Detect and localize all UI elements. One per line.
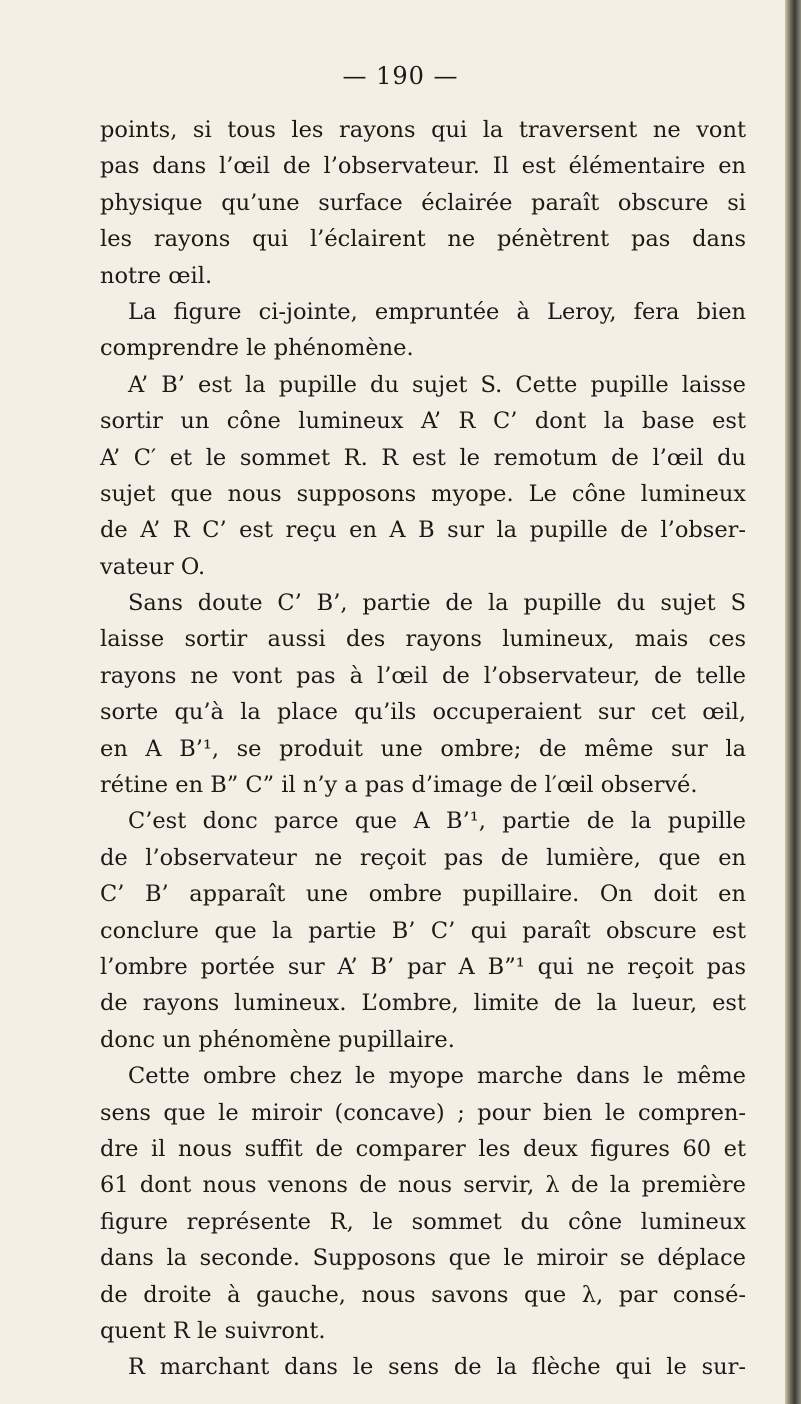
text-line: La figure ci-jointe, empruntée à Leroy, fera bien: [128, 298, 746, 325]
text-line: de rayons lumineux. L’ombre, limite de la lueur, est: [100, 990, 746, 1017]
text-line: conclure que la partie B’ C’ qui paraît obscure est: [100, 917, 746, 944]
text-line: Sans doute C’ B’, partie de la pupille du sujet S: [128, 590, 746, 617]
page-binding-edge: [785, 0, 801, 1404]
text-line: figure représente R, le sommet du cône lumineux: [100, 1208, 746, 1235]
text-line: A’ B’ est la pupille du sujet S. Cette pupille laisse: [128, 371, 746, 398]
text-line: les rayons qui l’éclairent ne pénètrent pas dans: [100, 226, 746, 253]
text-line: rétine en B” C” il n’y a pas d’image de l′œil observé.: [100, 772, 698, 799]
text-line: pas dans l’œil de l’observateur. Il est élémentaire en: [100, 153, 746, 180]
text-line: R marchant dans le sens de la flèche qui le sur-: [128, 1354, 746, 1381]
text-line: de droite à gauche, nous savons que λ, par consé-: [100, 1281, 746, 1308]
text-line: dans la seconde. Supposons que le miroir se déplace: [100, 1245, 746, 1272]
text-line: Cette ombre chez le myope marche dans le même: [128, 1063, 746, 1090]
text-line: C’ B’ apparaît une ombre pupillaire. On doit en: [100, 881, 746, 908]
text-line: sortir un cône lumineux A’ R C’ dont la base est: [100, 408, 746, 435]
text-line: notre œil.: [100, 262, 213, 289]
text-line: physique qu’une surface éclairée paraît obscure si: [100, 189, 746, 216]
text-line: de l’observateur ne reçoit pas de lumière, que en: [100, 844, 746, 871]
page-number: — 190 —: [342, 62, 459, 90]
text-line: de A’ R C’ est reçu en A B sur la pupille de l’obser-: [100, 517, 746, 544]
body-text: [100, 112, 746, 1386]
text-line: quent R le suivront.: [100, 1317, 326, 1344]
text-line: C’est donc parce que A B’¹, partie de la pupille: [128, 808, 746, 835]
text-line: points, si tous les rayons qui la traversent ne vont: [100, 117, 746, 143]
text-line: 61 dont nous venons de nous servir, λ de la première: [100, 1172, 746, 1199]
text-line: en A B’¹, se produit une ombre; de même sur la: [100, 735, 746, 762]
text-line: dre il nous suffit de comparer les deux figures 60 et: [100, 1135, 746, 1162]
text-line: sujet que nous supposons myope. Le cône lumineux: [100, 480, 746, 507]
text-line: vateur O.: [100, 553, 206, 580]
text-line: A’ C′ et le sommet R. R est le remotum de l’œil du: [100, 444, 746, 471]
text-line: rayons ne vont pas à l’œil de l’observateur, de telle: [100, 662, 746, 689]
text-line: donc un phénomène pupillaire.: [100, 1026, 455, 1053]
text-line: sens que le miroir (concave) ; pour bien le compren-: [100, 1099, 746, 1126]
text-line: l’ombre portée sur A’ B’ par A B”¹ qui ne reçoit pas: [100, 953, 746, 980]
text-line: comprendre le phénomène.: [100, 335, 414, 362]
text-line: sorte qu’à la place qu’ils occuperaient sur cet œil,: [100, 699, 746, 726]
text-line: laisse sortir aussi des rayons lumineux, mais ces: [100, 626, 746, 653]
